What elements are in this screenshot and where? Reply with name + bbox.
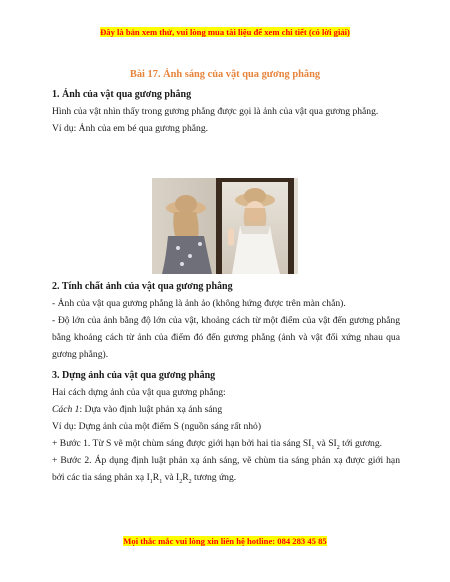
- step-1-text-a: + Bước 1. Từ S vẽ một chùm sáng được giới hạn bởi hai tia sáng SI: [52, 438, 312, 449]
- step-2-sub-1: 1: [149, 478, 153, 485]
- section-2-heading: 2. Tính chất ảnh của vật qua gương phẳng: [52, 281, 233, 292]
- hotline-text: Mọi thắc mắc vui lòng xin liên hệ hotline: 084 283 45 85: [123, 536, 327, 546]
- section-3-step-1: [52, 435, 400, 452]
- step-1-sub-2: 2: [336, 444, 340, 451]
- section-2: [52, 278, 400, 363]
- section-1-example: Ví dụ: Ảnh của em bé qua gương phẳng.: [52, 123, 209, 134]
- step-2-text-d: R: [182, 472, 189, 483]
- mirror-photo: [152, 178, 298, 274]
- step-1-text-c: tới gương.: [339, 438, 383, 449]
- step-2-text-a: + Bước 2. Áp dụng định luật phản xạ ánh sáng, vẽ chùm tia sáng phản xạ được giới hạn bởi các tia sáng phản xạ I: [52, 455, 400, 483]
- preview-notice-text: Đây là bản xem thử, vui lòng mua tài liệu để xem chi tiết (có lời giải): [100, 27, 350, 37]
- section-2-point-1: - Ảnh của vật qua gương phẳng là ảnh ảo (không hứng được trên màn chắn).: [52, 298, 346, 309]
- step-2-sub-2: 1: [159, 478, 163, 485]
- section-3-heading: 3. Dựng ảnh của vật qua gương phẳng: [52, 370, 216, 381]
- section-3-intro: Hai cách dựng ảnh của vật qua gương phẳng:: [52, 387, 226, 398]
- step-2-text-c: và I: [162, 472, 180, 483]
- section-3-example: Ví dụ: Dựng ảnh của một điểm S (nguồn sáng rất nhỏ): [52, 421, 262, 432]
- step-2-sub-4: 2: [188, 478, 192, 485]
- section-2-point-2: - Độ lớn của ảnh bằng độ lớn của vật, khoảng cách từ một điểm của vật đến gương phẳng bằng khoảng cách từ ảnh của điểm đó đến gương phẳng (ảnh và vật đối xứng nhau qua gương phẳng).: [52, 315, 400, 360]
- section-3: [52, 367, 400, 486]
- step-1-sub-1: 1: [311, 444, 315, 451]
- section-1: [52, 86, 400, 137]
- section-1-definition: Hình của vật nhìn thấy trong gương phẳng được gọi là ảnh của vật qua gương phẳng.: [52, 106, 379, 117]
- hotline-banner: [0, 536, 450, 547]
- section-1-heading: 1. Ảnh của vật qua gương phẳng: [52, 89, 192, 100]
- lesson-title: Bài 17. Ảnh sáng của vật qua gương phẳng: [129, 69, 321, 80]
- step-2-sub-3: 2: [179, 478, 183, 485]
- step-2-text-b: R: [152, 472, 160, 483]
- section-3-method-1: [52, 401, 400, 418]
- section-3-step-2: [52, 452, 400, 486]
- step-2-text-e: tương ứng.: [191, 472, 237, 483]
- step-1-text-b: và SI: [314, 438, 337, 449]
- method-1-text: : Dựa vào định luật phản xạ ánh sáng: [79, 404, 223, 415]
- preview-notice-banner: [0, 27, 450, 38]
- method-1-label: Cách 1: [52, 404, 80, 415]
- mirror-photo-illustration: [152, 178, 298, 274]
